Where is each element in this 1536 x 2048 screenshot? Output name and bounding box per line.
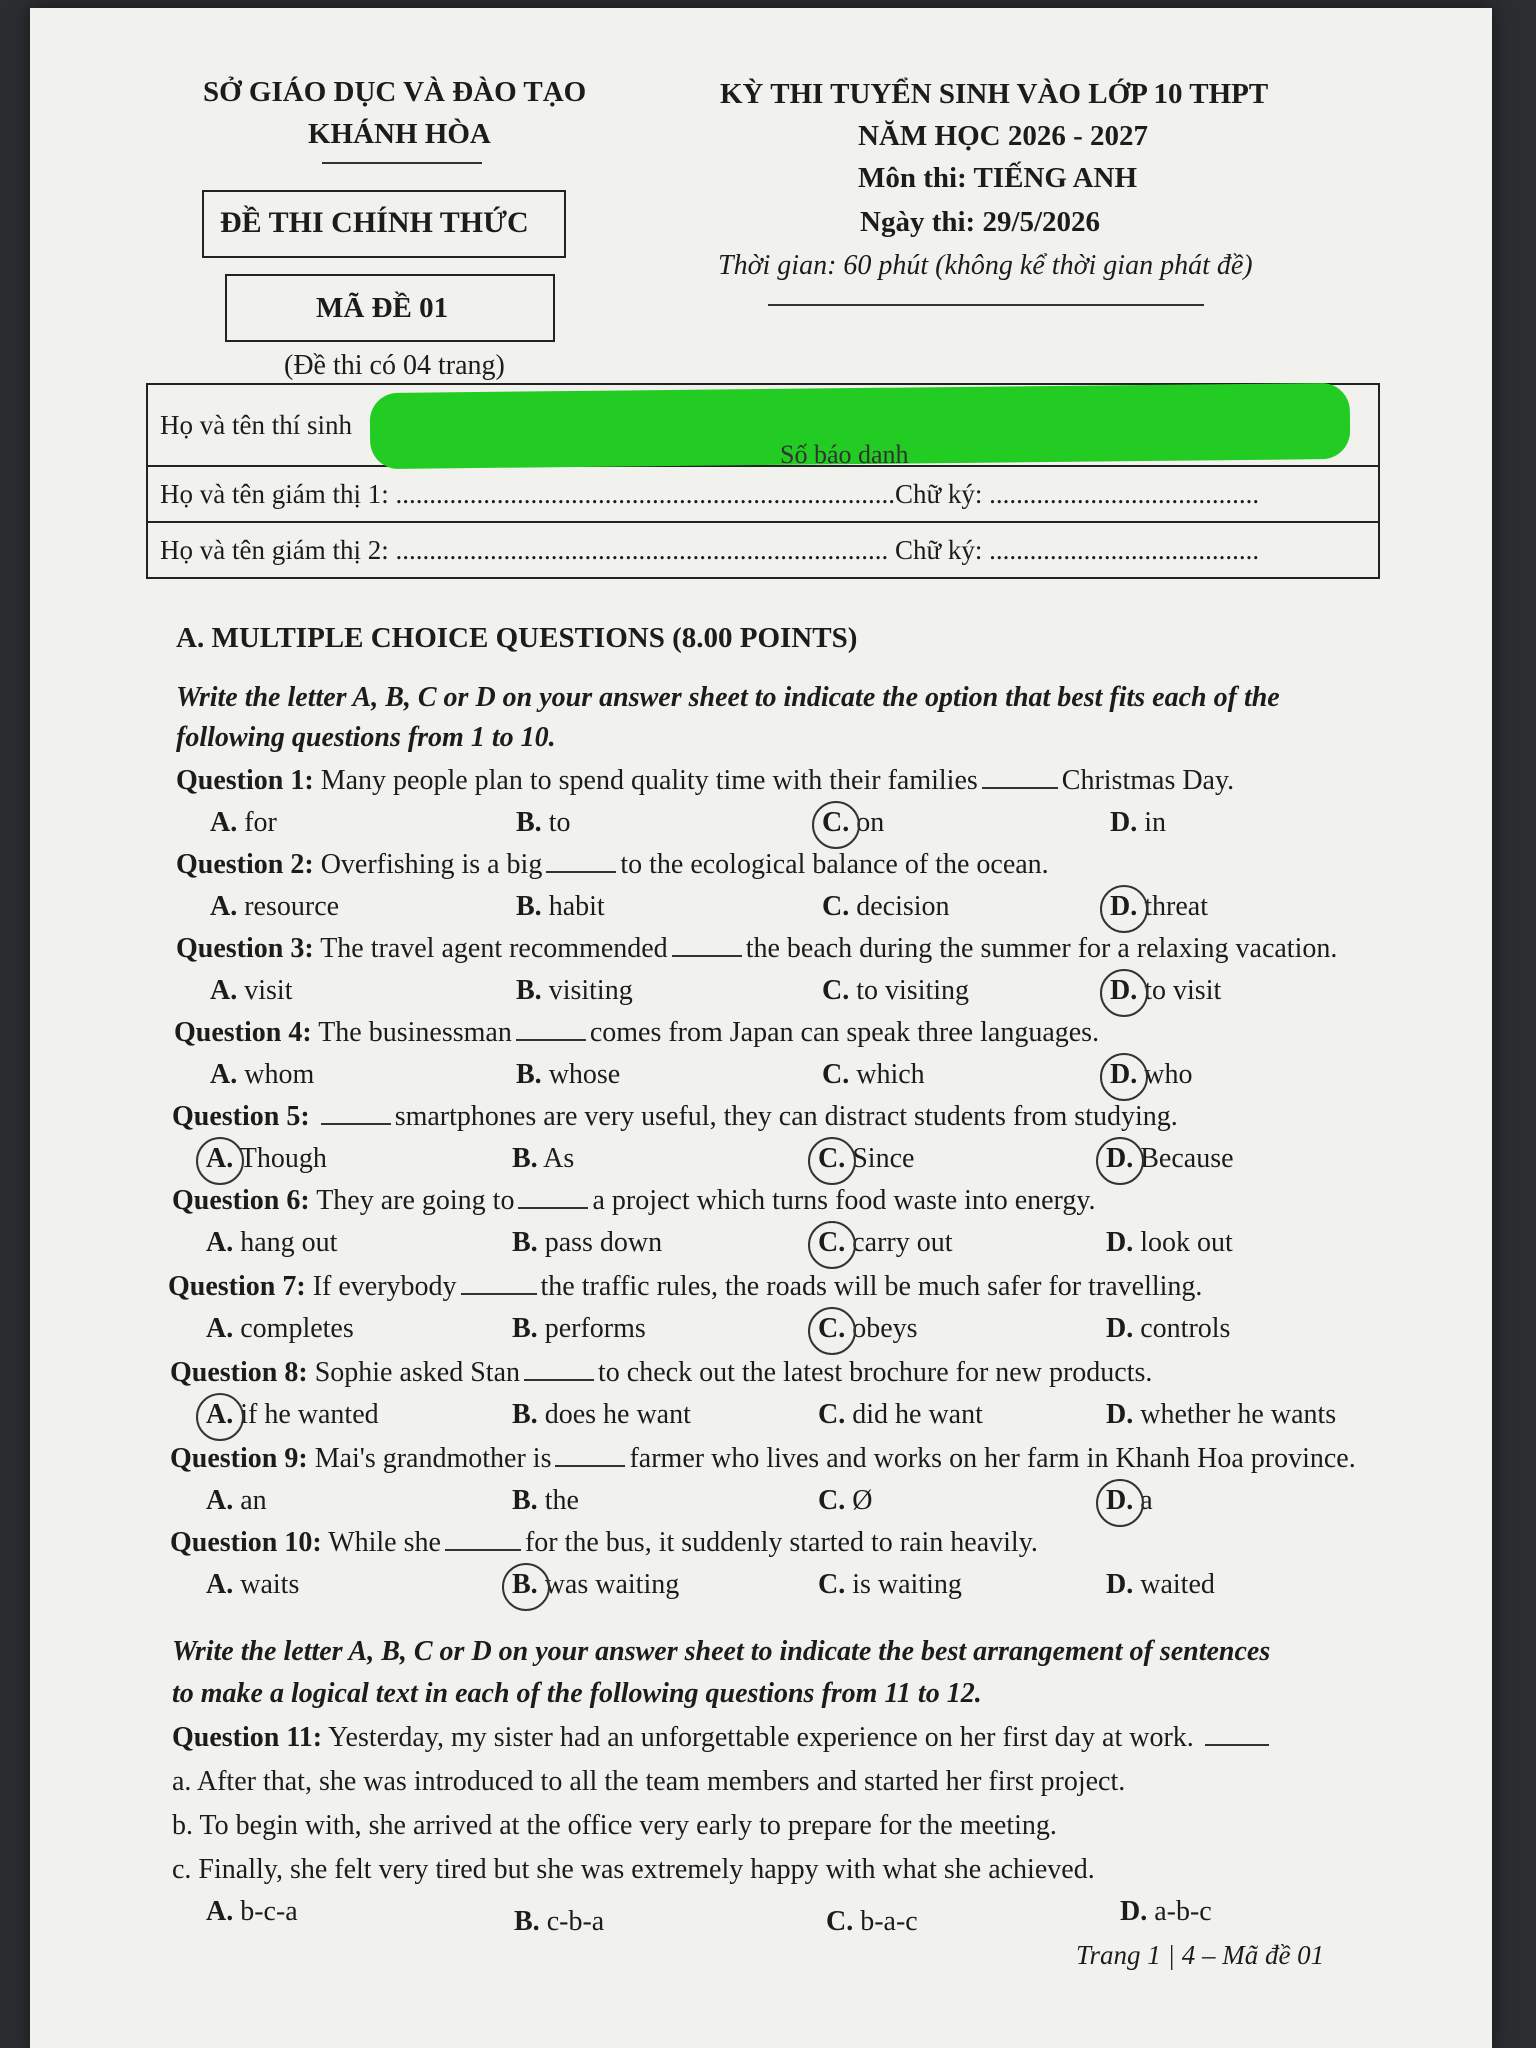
answer-blank [546,867,616,873]
candidate-name-label: Họ và tên thí sinh [160,409,352,440]
answer-blank [1205,1740,1269,1746]
question-stem-before: While she [328,1527,441,1558]
option-letter: B. [514,1906,540,1937]
answer-blank [321,1119,391,1125]
pen-circle-mark [808,1221,856,1269]
q6-option-d [1106,1227,1233,1259]
question-label: Question 8: [170,1357,308,1388]
option-letter: B. [516,891,542,922]
q11-option-d [1120,1896,1212,1928]
question-stem-after: Christmas Day. [1061,765,1235,796]
answer-blank [672,951,742,957]
answer-blank [524,1375,594,1381]
sentence-c: c. Finally, she felt very tired but she was extremely happy with what she achieved. [172,1854,1095,1885]
sentence-b: b. To begin with, she arrived at the office very early to prepare for the meeting. [172,1810,1057,1841]
pen-circle-mark [1100,1053,1148,1101]
option-text: which [856,1059,925,1090]
option-text: controls [1140,1313,1231,1344]
q1-option-a [210,807,277,839]
option-letter: C. [822,891,850,922]
answer-blank [461,1289,537,1295]
option-letter: C. [818,1569,846,1600]
proctor2-cell: Họ và tên giám thị 2: ......................................................................... Chữ ký: ........................................ [147,522,1379,578]
pen-circle-mark [502,1563,550,1611]
q4-option-c [822,1059,925,1091]
option-letter: B. [516,975,542,1006]
question-11-stem: Yesterday, my sister had an unforgettable experience on her first day at work. [328,1722,1194,1753]
exam-duration: Thời gian: 60 phút (không kể thời gian phát đề) [718,250,1253,281]
section-a-instruction-1: Write the letter A, B, C or D on your answer sheet to indicate the option that best fits each of the [176,682,1280,713]
option-text: did he want [852,1399,983,1430]
option-letter: B. [512,1485,538,1516]
question-label: Question 6: [172,1185,310,1216]
question-11 [172,1722,1273,1754]
question-stem-after: smartphones are very useful, they can distract students from studying. [394,1101,1178,1132]
pen-circle-mark [1100,969,1148,1017]
option-text: hang out [240,1227,338,1258]
option-text: waits [240,1569,300,1600]
page-footer: Trang 1 | 4 – Mã đề 01 [1076,1940,1325,1970]
option-text: pass down [544,1227,663,1258]
question-label: Question 1: [176,765,314,796]
exam-title: KỲ THI TUYỂN SINH VÀO LỚP 10 THPT [720,78,1269,110]
option-letter: A. [210,1059,238,1090]
question-3 [176,933,1337,965]
option-letter: C. [818,1399,846,1430]
option-letter: B. [512,1569,538,1600]
option-letter: C. [818,1313,846,1344]
option-text: As [543,1143,575,1174]
question-stem-before: If everybody [312,1271,457,1302]
question-label: Question 7: [168,1271,306,1302]
question-label: Question 5: [172,1101,310,1132]
option-letter: D. [1106,1569,1134,1600]
option-text: whom [244,1059,315,1090]
question-1 [176,765,1234,797]
option-letter: A. [210,891,238,922]
q6-option-b [512,1227,662,1259]
option-text: a-b-c [1154,1896,1212,1927]
option-text: Because [1140,1143,1234,1174]
option-text: is waiting [852,1569,962,1600]
question-6 [172,1185,1096,1217]
q3-option-a [210,975,292,1007]
pen-circle-mark [808,1137,856,1185]
option-text: waited [1140,1569,1215,1600]
option-letter: D. [1110,807,1138,838]
option-text: look out [1140,1227,1233,1258]
option-letter: B. [516,1059,542,1090]
option-text: Though [239,1143,327,1174]
question-10 [170,1527,1038,1559]
q1-option-b [516,807,570,839]
q1-option-d [1110,807,1166,839]
question-5 [172,1101,1178,1133]
question-stem-before: Overfishing is a big [320,849,543,880]
q10-option-d [1106,1569,1215,1601]
question-11-label: Question 11: [172,1722,323,1753]
q8-option-b [512,1399,691,1431]
proctor1-row [147,466,1379,522]
question-7 [168,1271,1202,1303]
option-text: was waiting [544,1569,680,1600]
q9-option-c [818,1485,872,1517]
option-text: c-b-a [546,1906,605,1937]
option-text: if he wanted [240,1399,379,1430]
option-letter: B. [512,1143,538,1174]
q10-option-c [818,1569,962,1601]
option-letter: B. [516,807,542,838]
question-8 [170,1357,1152,1389]
option-text: for [244,807,277,838]
option-letter: D. [1106,1143,1134,1174]
option-letter: D. [1106,1313,1134,1344]
option-text: obeys [852,1313,918,1344]
answer-blank [516,1035,586,1041]
q4-option-a [210,1059,314,1091]
option-text: performs [544,1313,646,1344]
option-text: carry out [852,1227,953,1258]
question-9 [170,1443,1356,1475]
q2-option-b [516,891,605,923]
q4-option-b [516,1059,620,1091]
option-text: who [1144,1059,1193,1090]
option-letter: D. [1110,891,1138,922]
question-2 [176,849,1049,881]
option-letter: A. [206,1143,234,1174]
proctor2-row [147,522,1379,578]
q10-option-a [206,1569,299,1601]
option-letter: B. [512,1227,538,1258]
question-stem-after: comes from Japan can speak three languages. [589,1017,1100,1048]
q9-option-b [512,1485,579,1517]
q11-option-a [206,1896,298,1928]
question-label: Question 3: [176,933,314,964]
option-letter: C. [822,975,850,1006]
question-stem-after: for the bus, it suddenly started to rain heavily. [524,1527,1038,1558]
question-stem-after: the traffic rules, the roads will be much safer for travelling. [540,1271,1203,1302]
option-text: Ø [852,1485,873,1516]
q3-option-c [822,975,969,1007]
option-letter: A. [206,1485,234,1516]
option-letter: D. [1106,1227,1134,1258]
q7-option-d [1106,1313,1230,1345]
question-stem-before: They are going to [316,1185,515,1216]
q8-option-d [1106,1399,1336,1431]
exam-code: MÃ ĐỀ 01 [316,292,449,324]
option-text: completes [240,1313,354,1344]
arrangement-instruction-2: to make a logical text in each of the following questions from 11 to 12. [172,1678,982,1709]
option-text: in [1144,807,1167,838]
question-stem-before: Sophie asked Stan [314,1357,520,1388]
arrangement-instruction-1: Write the letter A, B, C or D on your answer sheet to indicate the best arrangement of sentences [172,1636,1271,1667]
option-text: whether he wants [1140,1399,1337,1430]
question-4 [174,1017,1099,1049]
question-stem-after: a project which turns food waste into energy. [592,1185,1096,1216]
option-text: Since [852,1143,915,1174]
pen-circle-mark [196,1393,244,1441]
pen-circle-mark [196,1137,244,1185]
option-letter: B. [512,1399,538,1430]
exam-date: Ngày thi: 29/5/2026 [860,206,1101,238]
option-text: to visit [1144,975,1222,1006]
question-label: Question 9: [170,1443,308,1474]
official-exam-label: ĐỀ THI CHÍNH THỨC [220,206,529,239]
page-count-note: (Đề thi có 04 trang) [284,350,505,381]
answer-blank [445,1545,521,1551]
sentence-a: a. After that, she was introduced to all the team members and started her first project. [172,1766,1126,1797]
option-text: whose [548,1059,621,1090]
q6-option-a [206,1227,337,1259]
department-name: SỞ GIÁO DỤC VÀ ĐÀO TẠO [203,76,587,108]
option-text: the [544,1485,579,1516]
q7-option-b [512,1313,646,1345]
option-text: resource [244,891,340,922]
question-label: Question 10: [170,1527,322,1558]
option-letter: B. [512,1313,538,1344]
answer-blank [555,1461,625,1467]
option-letter: A. [210,807,238,838]
question-stem-before: Many people plan to spend quality time with their families [320,765,978,796]
option-text: b-a-c [860,1906,918,1937]
option-letter: D. [1106,1485,1134,1516]
question-stem-after: to check out the latest brochure for new products. [598,1357,1153,1388]
question-stem-after: farmer who lives and works on her farm in Khanh Hoa province. [629,1443,1356,1474]
question-stem-after: to the ecological balance of the ocean. [620,849,1049,880]
pen-circle-mark [1096,1137,1144,1185]
question-stem-before: The businessman [318,1017,512,1048]
proctor1-cell: Họ và tên giám thị 1: ..........................................................................Chữ ký: ........................................ [147,466,1379,522]
question-stem-before: The travel agent recommended [320,933,668,964]
option-letter: C. [818,1227,846,1258]
option-letter: C. [822,807,850,838]
option-letter: C. [818,1485,846,1516]
option-text: an [240,1485,267,1516]
subject: Môn thi: TIẾNG ANH [858,162,1138,194]
option-letter: A. [210,975,238,1006]
option-letter: A. [206,1569,234,1600]
section-a-instruction-2: following questions from 1 to 10. [176,722,556,753]
q5-option-b [512,1143,574,1175]
q3-option-b [516,975,633,1007]
option-letter: C. [818,1143,846,1174]
header-right-divider [768,304,1204,306]
option-text: does he want [544,1399,691,1430]
question-stem-after: the beach during the summer for a relaxing vacation. [745,933,1338,964]
pen-circle-mark [1096,1479,1144,1527]
option-letter: A. [206,1399,234,1430]
school-year: NĂM HỌC 2026 - 2027 [858,120,1148,152]
option-letter: A. [206,1896,234,1927]
option-text: b-c-a [240,1896,298,1927]
option-letter: A. [206,1227,234,1258]
pen-circle-mark [1100,885,1148,933]
option-text: on [856,807,885,838]
q8-option-c [818,1399,983,1431]
question-label: Question 4: [174,1017,312,1048]
option-text: threat [1144,891,1208,922]
candidate-number-partial: Số báo danh [780,440,909,469]
option-text: decision [856,891,950,922]
option-text: visit [244,975,293,1006]
option-text: to [548,807,571,838]
option-text: visiting [548,975,633,1006]
q7-option-a [206,1313,354,1345]
q2-option-a [210,891,339,923]
option-letter: D. [1106,1399,1134,1430]
option-letter: C. [826,1906,854,1937]
option-letter: D. [1110,1059,1138,1090]
pen-circle-mark [808,1307,856,1355]
answer-blank [518,1203,588,1209]
pen-circle-mark [812,801,860,849]
section-a-title: A. MULTIPLE CHOICE QUESTIONS (8.00 POINTS) [176,622,858,654]
option-text: to visiting [856,975,970,1006]
province-name: KHÁNH HÒA [308,118,491,150]
header-divider [322,162,482,164]
option-letter: C. [822,1059,850,1090]
answer-blank [982,783,1058,789]
option-text: habit [548,891,605,922]
option-letter: A. [206,1313,234,1344]
option-letter: D. [1120,1896,1148,1927]
option-letter: D. [1110,975,1138,1006]
q11-option-b [514,1906,604,1938]
option-text: a [1140,1485,1153,1516]
q9-option-a [206,1485,267,1517]
q2-option-c [822,891,950,923]
q11-option-c [826,1906,918,1938]
question-stem-before: Mai's grandmother is [314,1443,552,1474]
question-label: Question 2: [176,849,314,880]
